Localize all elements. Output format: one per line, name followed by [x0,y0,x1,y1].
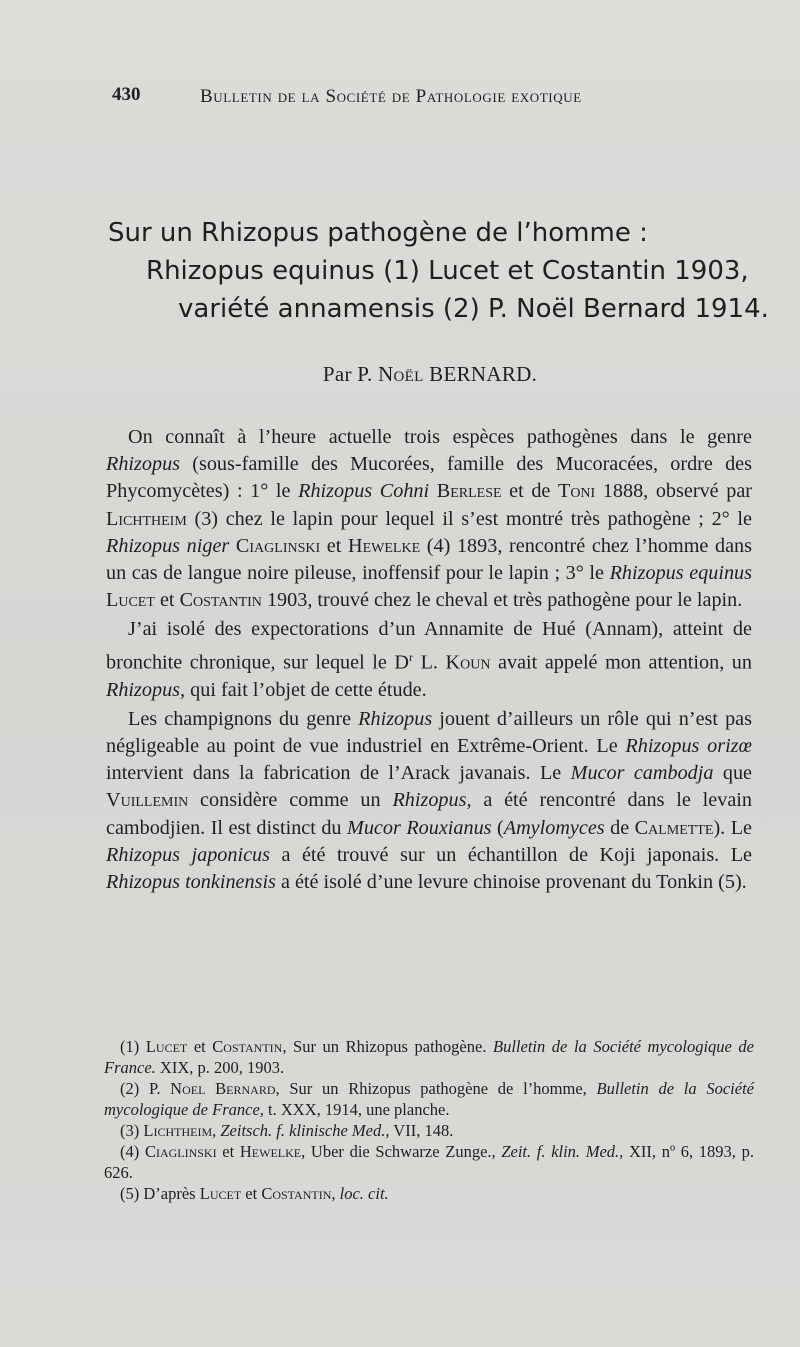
title-line-3: variété annamensis (2) P. Noël Bernard 1914. [178,294,769,324]
footnote-5: (5) D’après Lucet et Costantin, loc. cit. [120,1184,389,1203]
article-body [106,424,752,896]
page-header [112,84,682,114]
title-line-2: Rhizopus equinus (1) Lucet et Costantin 1903, [146,256,749,286]
footnote-1: (1) Lucet et Costantin, Sur un Rhizopus pathogène. Bulletin de la Société mycologique de France. XIX, p. 200, 1903. [104,1037,755,1077]
article-title [108,214,788,328]
byline-surname: BERNARD. [429,362,538,386]
footnote-2: (2) P. Noel Bernard, Sur un Rhizopus pathogène de l’homme, Bulletin de la Société mycologique de France, t. XXX, 1914, une planche. [104,1079,754,1119]
footnote-4: (4) Ciaglinski et Hewelke, Uber die Schwarze Zunge., Zeit. f. klin. Med., XII, nº 6, 1893, p. 626. [104,1142,754,1182]
paragraph-1: On connaît à l’heure actuelle trois espèces pathogènes dans le genre Rhizopus (sous-famille des Mucorées, famille des Mucoracées, ordre des Phycomycètes) : 1° le Rhizopus Cohni Berlese et de Toni 1888, observé par Lichtheim (3) chez le lapin pour lequel il s’est montré très pathogène ; 2° le Rhizopus niger Ciaglinski et Hewelke (4) 1893, rencontré chez l’homme dans un cas de langue noire pileuse, inoffensif pour le lapin ; 3° le Rhizopus equinus Lucet et Costantin 1903, trouvé chez le cheval et très pathogène pour le lapin. [106,426,753,612]
footnote-3: (3) Lichtheim, Zeitsch. f. klinische Med., VII, 148. [120,1121,454,1140]
byline-first-name: Noël [378,362,424,386]
paragraph-3: Les champignons du genre Rhizopus jouent d’ailleurs un rôle qui n’est pas négligeable au point de vue industriel en Extrême-Orient. Le Rhizopus orizœ intervient dans la fabrication de l’Arack javanais. Le Mucor cambodja que Vuillemin considère comme un Rhizopus, a été rencontré dans le levain cambodjien. Il est distinct du Mucor Rouxianus (Amylomyces de Calmette). Le Rhizopus japonicus a été trouvé sur un échantillon de Koji japonais. Le Rhizopus tonkinensis a été isolé d’une levure chinoise provenant du Tonkin (5). [106,707,753,893]
byline [0,362,800,387]
title-line-1: Sur un Rhizopus pathogène de l’homme : [108,218,648,248]
byline-prefix: Par P. [322,362,373,386]
footnotes [104,1036,754,1204]
running-head: Bulletin de la Société de Pathologie exotique [200,86,582,107]
page-number: 430 [112,84,141,105]
paragraph-2: J’ai isolé des expectorations d’un Annamite de Hué (Annam), atteint de bronchite chronique, sur lequel le $D^r$ L. Koun avait appelé mon attention, un Rhizopus, qui fait l’objet de cette étude. [106,618,752,701]
